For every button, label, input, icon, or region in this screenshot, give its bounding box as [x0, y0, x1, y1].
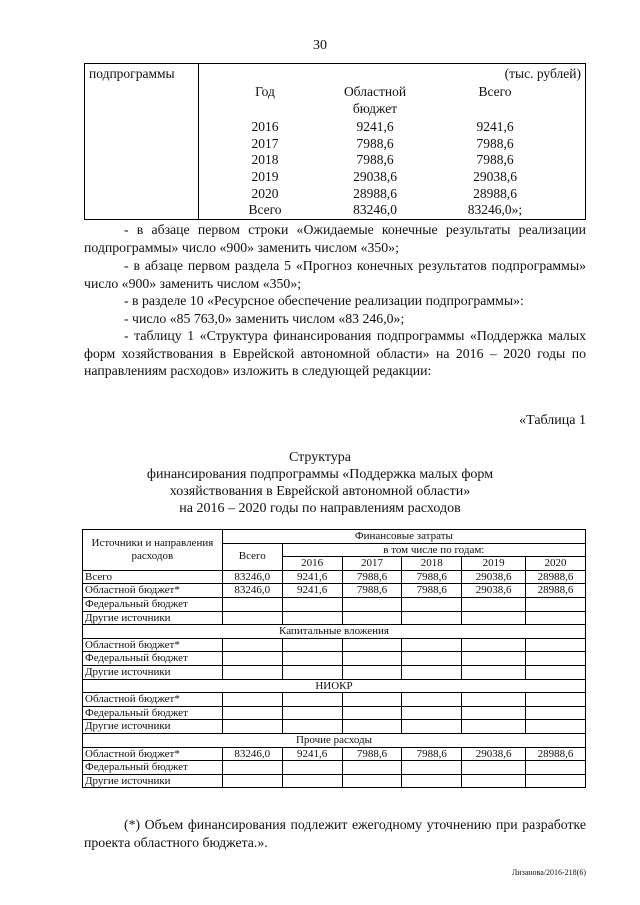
value-cell: 83246,0 [222, 570, 282, 584]
value-cell [402, 665, 462, 679]
table-row [83, 774, 586, 788]
title-line-1: Структура [288, 450, 352, 465]
value-cell [526, 774, 586, 788]
value-cell: 7988,6 [402, 747, 462, 761]
value-cell [526, 611, 586, 625]
header-year: 2018 [402, 557, 462, 571]
total-cell: 9241,6 [476, 119, 514, 135]
regional-cell: 7988,6 [356, 135, 394, 151]
table-row [83, 597, 586, 611]
value-cell [402, 761, 462, 775]
table-row [83, 706, 586, 720]
financing-summary-table [84, 63, 586, 220]
header-year: 2019 [462, 557, 526, 571]
header-year: 2017 [342, 557, 402, 571]
section-row [83, 625, 586, 639]
row-label: Областной бюджет* [83, 693, 223, 707]
regional-cell: 28988,6 [353, 185, 397, 201]
value-cell [462, 665, 526, 679]
regional-cell: 7988,6 [356, 152, 394, 168]
paragraph-5: - таблицу 1 «Структура финансирования подпрограммы «Поддержка малых форм хозяйствования в Еврейской автономной области» на 2016 – 2020 годы по направлениям расходов» изложить в следующей редакции: [84, 328, 586, 378]
value-cell [462, 652, 526, 666]
value-cell: 9241,6 [282, 747, 342, 761]
table-row [83, 665, 586, 679]
value-cell [342, 611, 402, 625]
year-cell: 2017 [251, 135, 279, 151]
value-cell [282, 665, 342, 679]
value-cell [342, 597, 402, 611]
paragraph-2: - в абзаце первом раздела 5 «Прогноз конечных результатов подпрограммы» число «900» заменить числом «350»; [84, 258, 586, 291]
regional-column [325, 84, 425, 219]
value-cell [342, 761, 402, 775]
table-unit: (тыс. рублей) [504, 66, 581, 81]
regional-cell: 29038,6 [353, 168, 397, 184]
regional-cell: 9241,6 [356, 119, 394, 135]
row-label: Федеральный бюджет [83, 761, 223, 775]
value-cell [282, 706, 342, 720]
financing-structure-table [82, 529, 586, 788]
value-cell [402, 720, 462, 734]
value-cell [526, 761, 586, 775]
value-cell [402, 611, 462, 625]
value-cell [462, 693, 526, 707]
section-title: НИОКР [83, 679, 586, 693]
value-cell [526, 597, 586, 611]
section-row [83, 679, 586, 693]
value-cell: 83246,0 [222, 584, 282, 598]
value-cell [222, 774, 282, 788]
value-cell [402, 774, 462, 788]
value-cell: 29038,6 [462, 584, 526, 598]
section-title: Капитальные вложения [83, 625, 586, 639]
value-cell: 7988,6 [402, 584, 462, 598]
section-row [83, 733, 586, 747]
title-line-2: финансирования подпрограммы «Поддержка малых форм [146, 467, 494, 482]
value-cell [222, 720, 282, 734]
value-cell [526, 652, 586, 666]
value-cell [222, 638, 282, 652]
value-cell [462, 611, 526, 625]
value-cell [402, 638, 462, 652]
table-caption: «Таблица 1 [519, 413, 586, 428]
total-cell: 28988,6 [473, 185, 517, 201]
header-year: 2020 [526, 557, 586, 571]
row-label: Другие источники [83, 720, 223, 734]
table-row [83, 761, 586, 775]
footnote: (*) Объем финансирования подлежит ежегодному уточнению при разработке проекта областного бюджета.». [84, 817, 586, 850]
value-cell [526, 665, 586, 679]
row-label: Федеральный бюджет [83, 706, 223, 720]
value-cell [402, 693, 462, 707]
table-row [83, 570, 586, 584]
value-cell [462, 774, 526, 788]
value-cell [282, 693, 342, 707]
value-cell: 29038,6 [462, 747, 526, 761]
document-stamp: Лизанова/2016-218(6) [511, 868, 586, 877]
value-cell: 7988,6 [402, 570, 462, 584]
value-cell [342, 720, 402, 734]
value-cell [282, 597, 342, 611]
row-label: Федеральный бюджет [83, 597, 223, 611]
value-cell [282, 652, 342, 666]
total-cell: 7988,6 [476, 135, 514, 151]
value-cell [526, 638, 586, 652]
table-row [83, 611, 586, 625]
value-cell: 29038,6 [462, 570, 526, 584]
value-cell [462, 706, 526, 720]
paragraph-1: - в абзаце первом строки «Ожидаемые конечные результаты реализации подпрограммы» число «900» заменить числом «350»; [84, 222, 586, 255]
regional-cell: 83246,0 [353, 202, 397, 218]
value-cell: 7988,6 [342, 584, 402, 598]
value-cell [222, 761, 282, 775]
year-cell: 2016 [251, 119, 279, 135]
value-cell [402, 706, 462, 720]
value-cell: 9241,6 [282, 570, 342, 584]
year-column [235, 84, 295, 219]
value-cell [342, 638, 402, 652]
total-cell: 29038,6 [473, 168, 517, 184]
table-row [83, 720, 586, 734]
year-cell: 2018 [251, 152, 279, 168]
table-row [83, 652, 586, 666]
value-cell: 28988,6 [526, 570, 586, 584]
year-cell: 2019 [251, 168, 279, 184]
value-cell [222, 652, 282, 666]
value-cell: 28988,6 [526, 747, 586, 761]
row-label: Областной бюджет* [83, 747, 223, 761]
header-including: в том числе по годам: [282, 543, 585, 557]
value-cell [342, 706, 402, 720]
section-title: Прочие расходы [83, 733, 586, 747]
row-label: Федеральный бюджет [83, 652, 223, 666]
value-cell [462, 638, 526, 652]
value-cell [526, 693, 586, 707]
total-column [445, 84, 545, 219]
header-sources: Источники и направления расходов [83, 530, 223, 571]
value-cell: 7988,6 [342, 747, 402, 761]
table-divider [198, 64, 199, 219]
value-cell [222, 693, 282, 707]
value-cell [342, 665, 402, 679]
table-row [83, 638, 586, 652]
value-cell [282, 611, 342, 625]
regional-header-1: Областной [343, 84, 407, 99]
title-line-4: на 2016 – 2020 годы по направлениям расходов [179, 501, 461, 516]
table-row [83, 584, 586, 598]
value-cell [222, 665, 282, 679]
table-left-label: подпрограммы [89, 66, 175, 81]
header-total: Всего [222, 543, 282, 570]
year-header: Год [255, 84, 275, 99]
total-cell: 83246,0»; [467, 202, 523, 218]
value-cell [462, 761, 526, 775]
table-row [83, 693, 586, 707]
total-cell: 7988,6 [476, 152, 514, 168]
row-label: Областной бюджет* [83, 584, 223, 598]
value-cell [526, 720, 586, 734]
value-cell [462, 720, 526, 734]
value-cell [222, 611, 282, 625]
value-cell [342, 774, 402, 788]
row-label: Другие источники [83, 774, 223, 788]
value-cell: 9241,6 [282, 584, 342, 598]
total-header: Всего [478, 84, 512, 99]
paragraph-3: - в разделе 10 «Ресурсное обеспечение реализации подпрограммы»: [124, 293, 524, 308]
row-label: Всего [83, 570, 223, 584]
page-number: 30 [313, 38, 327, 53]
row-label: Областной бюджет* [83, 638, 223, 652]
value-cell [222, 706, 282, 720]
title-line-3: хозяйствования в Еврейской автономной области» [169, 484, 471, 499]
year-cell: 2020 [251, 185, 279, 201]
value-cell [526, 706, 586, 720]
value-cell: 7988,6 [342, 570, 402, 584]
year-cell: Всего [248, 202, 282, 218]
regional-header-2: бюджет [352, 100, 398, 116]
row-label: Другие источники [83, 665, 223, 679]
value-cell [282, 638, 342, 652]
value-cell: 83246,0 [222, 747, 282, 761]
value-cell [462, 597, 526, 611]
value-cell [342, 652, 402, 666]
value-cell [342, 693, 402, 707]
value-cell [282, 720, 342, 734]
paragraph-4: - число «85 763,0» заменить числом «83 246,0»; [124, 311, 405, 326]
value-cell [282, 774, 342, 788]
value-cell [282, 761, 342, 775]
value-cell [402, 652, 462, 666]
header-year: 2016 [282, 557, 342, 571]
value-cell: 28988,6 [526, 584, 586, 598]
row-label: Другие источники [83, 611, 223, 625]
value-cell [402, 597, 462, 611]
value-cell [222, 597, 282, 611]
table-row [83, 747, 586, 761]
header-financial: Финансовые затраты [222, 530, 585, 544]
